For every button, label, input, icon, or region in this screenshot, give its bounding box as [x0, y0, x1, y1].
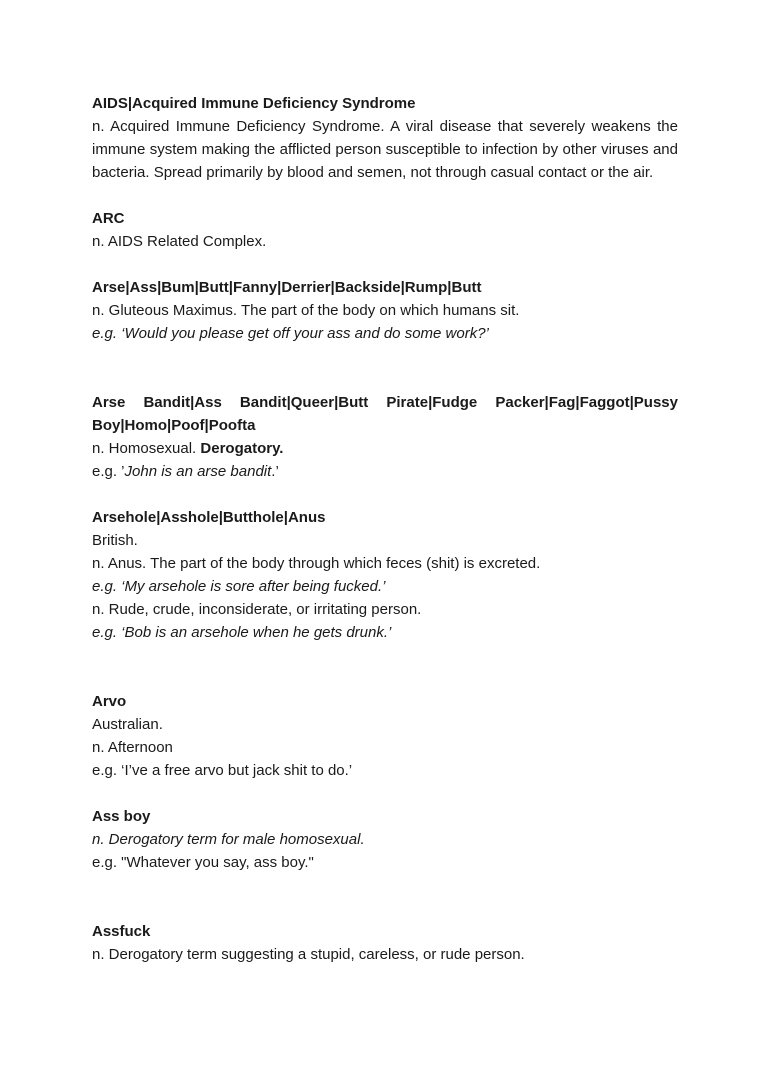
entry-definition: n. Acquired Immune Deficiency Syndrome. A viral disease that severely weakens the immune system making the afflicted person susceptible to infection by other viruses and bacteria. Spread primarily by blood and semen, not through casual contact or the air.: [92, 118, 678, 181]
example-suffix: .’: [271, 463, 279, 480]
entry-term: Arsehole|Asshole|Butthole|Anus: [92, 509, 326, 526]
entry-arse: [92, 276, 678, 345]
entry-region: British.: [92, 532, 138, 549]
entry-term: Arvo: [92, 693, 127, 710]
entry-arc: [92, 207, 678, 253]
entry-definition: n. Anus. The part of the body through which feces (shit) is excreted.: [92, 555, 541, 572]
entry-term: Arse Bandit|Ass Bandit|Queer|Butt Pirate|Fudge Packer|Fag|Faggot|Pussy: [92, 394, 678, 411]
entry-term-continued: Boy|Homo|Poof|Poofta: [92, 417, 256, 434]
entry-example: e.g. "Whatever you say, ass boy.": [92, 854, 314, 871]
entry-arse-bandit: [92, 391, 678, 483]
entry-example: [92, 460, 678, 483]
entry-term: Assfuck: [92, 923, 151, 940]
entry-term: ARC: [92, 210, 125, 227]
entry-example: e.g. ‘Bob is an arsehole when he gets drunk.’: [92, 624, 392, 641]
entry-arvo: [92, 690, 678, 782]
usage-label: Derogatory.: [200, 440, 284, 457]
entry-ass-boy: [92, 805, 678, 874]
entry-arsehole: [92, 506, 678, 644]
entry-example: e.g. ‘I’ve a free arvo but jack shit to do.’: [92, 762, 353, 779]
entry-example: e.g. ‘Would you please get off your ass and do some work?’: [92, 325, 489, 342]
entry-term: Arse|Ass|Bum|Butt|Fanny|Derrier|Backside|Rump|Butt: [92, 279, 482, 296]
entry-definition: n. Gluteous Maximus. The part of the body on which humans sit.: [92, 302, 520, 319]
entry-aids: [92, 92, 678, 184]
entry-region: Australian.: [92, 716, 163, 733]
entry-term: AIDS|Acquired Immune Deficiency Syndrome: [92, 95, 416, 112]
example-prefix: e.g. ’: [92, 463, 125, 480]
entry-definition: n. Derogatory term for male homosexual.: [92, 831, 365, 848]
entry-definition: n. Afternoon: [92, 739, 173, 756]
definition-text: n. Homosexual.: [92, 440, 197, 457]
entry-example: e.g. ‘My arsehole is sore after being fucked.’: [92, 578, 386, 595]
entry-definition: n. Rude, crude, inconsiderate, or irritating person.: [92, 601, 422, 618]
entry-definition: [92, 437, 678, 460]
document-page: [92, 92, 678, 966]
entry-term: Ass boy: [92, 808, 151, 825]
entry-assfuck: [92, 920, 678, 966]
entry-definition: n. AIDS Related Complex.: [92, 233, 267, 250]
entry-definition: n. Derogatory term suggesting a stupid, careless, or rude person.: [92, 946, 525, 963]
example-text: John is an arse bandit: [124, 463, 272, 480]
